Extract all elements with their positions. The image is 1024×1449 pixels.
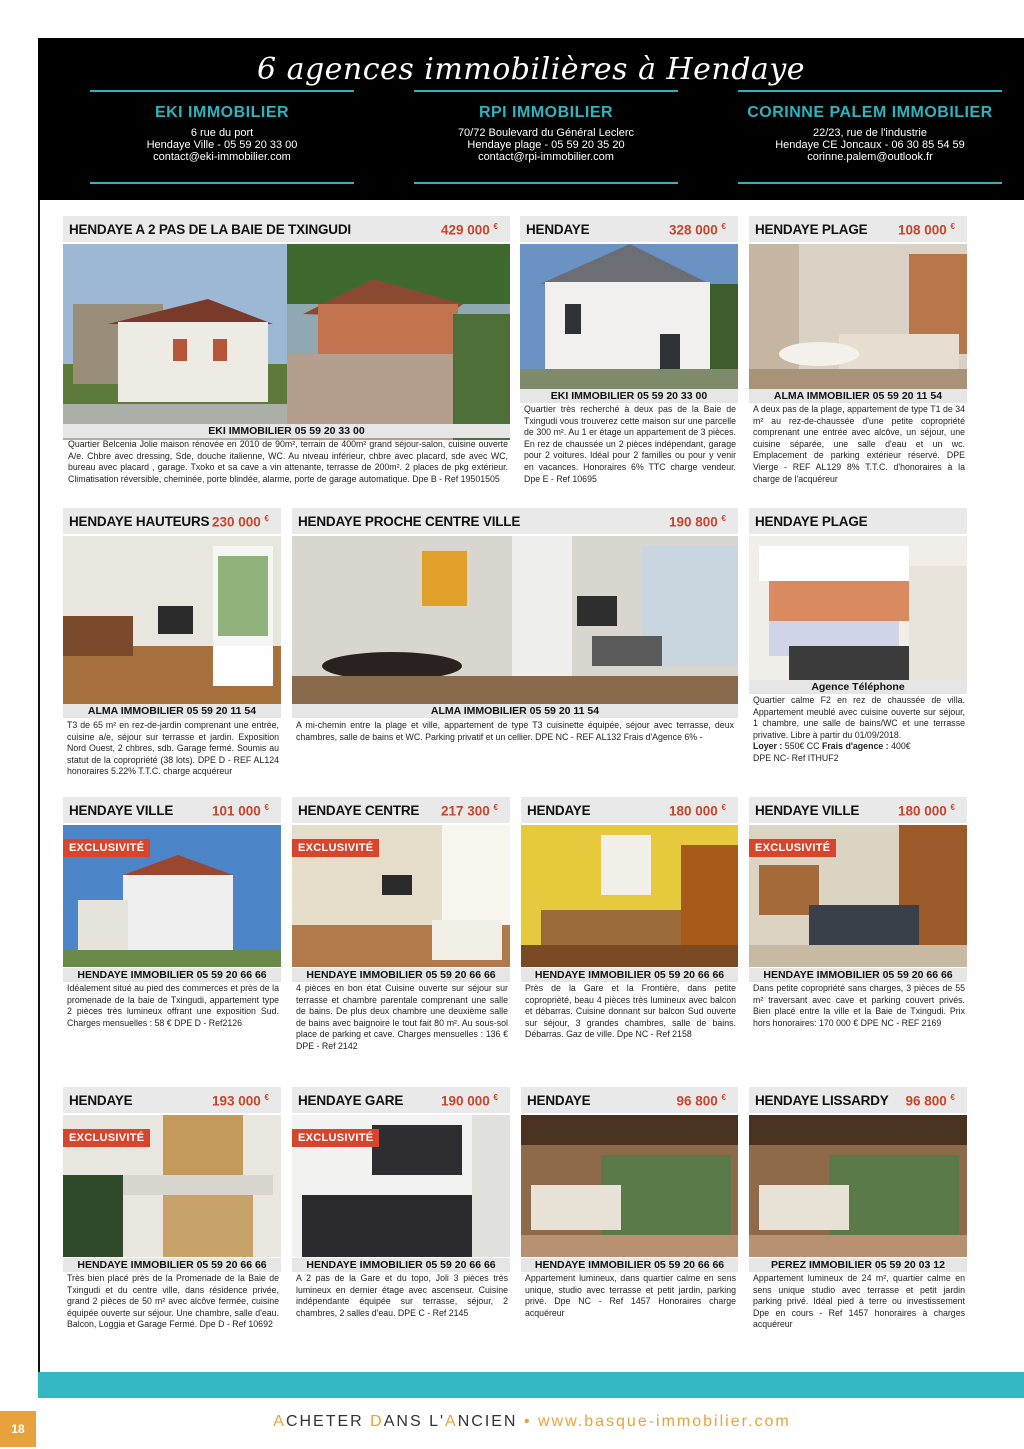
website-link[interactable]: www.basque-immobilier.com bbox=[538, 1413, 791, 1430]
listing-price: 190 800 € bbox=[668, 514, 726, 530]
listing-agency-caption: HENDAYE IMMOBILIER 05 59 20 66 66 bbox=[521, 1258, 738, 1272]
listing-title: HENDAYE CENTRE bbox=[298, 803, 420, 818]
listing-price: 180 000 € bbox=[897, 803, 955, 819]
listing-card[interactable] bbox=[521, 797, 738, 1067]
listing-card[interactable] bbox=[63, 797, 281, 1067]
listing-agency-caption: EKI IMMOBILIER 05 59 20 33 00 bbox=[63, 424, 510, 438]
listing-agency-caption: HENDAYE IMMOBILIER 05 59 20 66 66 bbox=[63, 1258, 281, 1272]
listing-title: HENDAYE bbox=[527, 803, 591, 818]
listing-description: A deux pas de la plage, appartement de type T1 de 34 m² au rez-de-chaussée d'une petite copropriété comprenant une entrée avec alcôve, un séjour, une cuisine séparée, une salle d'eau et un wc. Emplacement de parking extérieur réservé. DPE Vierge - REF AL129 8% T.T.C. d'honoraires à la charge de l'acquéreur bbox=[753, 404, 965, 484]
listing-price: 96 800 € bbox=[676, 1093, 726, 1109]
listing-title: HENDAYE bbox=[527, 1093, 591, 1108]
listing-photo bbox=[749, 244, 967, 389]
listing-card[interactable] bbox=[749, 216, 967, 496]
listing-title: HENDAYE PLAGE bbox=[755, 222, 868, 237]
listing-description: Quartier très recherché à deux pas de la Baie de Txingudi vous trouverez cette maison sur une parcelle de 300 m². Au 1 er étage un appartement de 3 pièces. En rez de chaussée un 2 pièces indépendant, garage pour 2 voitures. Idéal pour 2 familles ou pour y venir en vacances. Honoraires 6% TTC charge vendeur. Dpe E - Ref 10695 bbox=[524, 404, 736, 484]
agency-address: 22/23, rue de l'industrie bbox=[812, 127, 927, 139]
page-number: 18 bbox=[0, 1411, 36, 1447]
agency-eki bbox=[90, 90, 354, 186]
listing-description: A 2 pas de la Gare et du topo, Joli 3 pièces très lumineux en dernier étage avec ascenseur. Cuisine indépendante équipée sur terrasse, séjour, 2 chambres, 2 salles d'eau. DPE C - Ref 2145 bbox=[296, 1273, 508, 1318]
listing-price: 193 000 € bbox=[211, 1093, 269, 1109]
listing-description: Près de la Gare et la Frontière, dans petite copropriété, beau 4 pièces très lumineux avec balcon et débarras. Cuisine donnant sur balcon Sud ouverte sur séjour, 3 grandes chambres, salle de bains. Débarras. Gaz de ville. Dpe NC - Ref 2158 bbox=[525, 983, 736, 1040]
listing-photo bbox=[749, 1115, 967, 1257]
agency-email[interactable]: contact@eki-immobilier.com bbox=[153, 151, 291, 163]
listing-description: Idéalement situé au pied des commerces et près de la promenade de la baie de Txingudi, appartement type 2 pièces très lumineux offrant une exposition Sud. Charges mensuelles : 58 € DPE D - Ref2126 bbox=[67, 983, 279, 1028]
listing-photo bbox=[292, 825, 510, 967]
header-title: 6 agences immobilières à Hendaye bbox=[256, 52, 806, 87]
agency-phone: Hendaye plage - 05 59 20 35 20 bbox=[467, 139, 625, 151]
listing-agency-caption: HENDAYE IMMOBILIER 05 59 20 66 66 bbox=[63, 968, 281, 982]
agency-phone: Hendaye Ville - 05 59 20 33 00 bbox=[146, 139, 298, 151]
listing-card[interactable] bbox=[63, 508, 281, 788]
listing-agency-caption: EKI IMMOBILIER 05 59 20 33 00 bbox=[520, 389, 738, 403]
listing-card[interactable] bbox=[520, 216, 738, 496]
listing-photo bbox=[292, 1115, 510, 1257]
agency-phone: Hendaye CE Joncaux - 06 30 85 54 59 bbox=[775, 139, 965, 151]
listing-card[interactable] bbox=[292, 508, 738, 788]
listing-photo bbox=[521, 825, 738, 967]
listing-agency-caption: ALMA IMMOBILIER 05 59 20 11 54 bbox=[749, 389, 967, 403]
listing-agency-caption: HENDAYE IMMOBILIER 05 59 20 66 66 bbox=[292, 1258, 510, 1272]
listing-price: 217 300 € bbox=[440, 803, 498, 819]
listing-description: Dans petite copropriété sans charges, 3 pièces de 55 m² traversant avec cave et parking couvert privés. Bien placé entre la ville et la Baie de Txingudi. Prix hors honoraires: 170 000 € DPE NC - REF 2169 bbox=[753, 983, 965, 1028]
listing-photo bbox=[63, 825, 281, 967]
listing-card[interactable] bbox=[292, 797, 510, 1067]
listing-card[interactable] bbox=[63, 1087, 281, 1362]
agencies-header bbox=[38, 38, 1024, 200]
listing-card[interactable] bbox=[749, 797, 967, 1067]
listing-photo bbox=[749, 536, 967, 681]
listing-card[interactable] bbox=[749, 1087, 967, 1362]
listing-description: Appartement lumineux, dans quartier calme en sens unique, studio avec terrasse et petit jardin, parking privé. Dpe NC - Ref 1457 Honoraires charge acquéreur bbox=[525, 1273, 736, 1318]
listing-photo bbox=[520, 244, 738, 389]
exclusivity-badge: EXCLUSIVITÉ bbox=[749, 839, 836, 857]
listing-photo bbox=[63, 1115, 281, 1257]
listing-card[interactable] bbox=[292, 1087, 510, 1362]
listing-card[interactable] bbox=[749, 508, 967, 788]
listing-agency-caption: HENDAYE IMMOBILIER 05 59 20 66 66 bbox=[521, 968, 738, 982]
listing-photo bbox=[292, 536, 738, 704]
agency-email[interactable]: contact@rpi-immobilier.com bbox=[478, 151, 614, 163]
listing-price: 230 000 € bbox=[211, 514, 269, 530]
listing-card[interactable] bbox=[521, 1087, 738, 1362]
exclusivity-badge: EXCLUSIVITÉ bbox=[63, 839, 150, 857]
listing-description: 4 pièces en bon état Cuisine ouverte sur séjour sur terrasse et chambre parentale comprenant une salle de bains. De plus deux chambre une deuxième salle de bains avec baignoire le tout fait 80 m². Au sous-sol place de parking et cave. Charges mensuelles : 136 € DPE - Ref 2142 bbox=[296, 983, 508, 1051]
agency-email[interactable]: corinne.palem@outlook.fr bbox=[807, 151, 933, 163]
listing-price: 180 000 € bbox=[668, 803, 726, 819]
footer-tagline: ACHETER DANS L'ANCIEN • www.basque-immobilier.com bbox=[273, 1413, 791, 1430]
agency-rpi bbox=[414, 90, 678, 186]
exclusivity-badge: EXCLUSIVITÉ bbox=[292, 839, 379, 857]
listing-agency-caption: HENDAYE IMMOBILIER 05 59 20 66 66 bbox=[292, 968, 510, 982]
listing-title: HENDAYE PROCHE CENTRE VILLE bbox=[298, 514, 521, 529]
agency-name: EKI IMMOBILIER bbox=[154, 104, 290, 121]
listing-title: HENDAYE A 2 PAS DE LA BAIE DE TXINGUDI bbox=[69, 222, 351, 237]
listing-photo bbox=[63, 244, 510, 440]
agency-corinne-palem bbox=[738, 90, 1002, 186]
listing-photo bbox=[749, 825, 967, 967]
listing-description: A mi-chemin entre la plage et ville, appartement de type T3 cuisinette équipée, séjour avec terrasse, deux chambres, salle de bains et WC. Parking privatif et un cellier. DPE NC - REF AL132 Frais d'Agence 6% - bbox=[296, 720, 734, 742]
listing-price: 108 000 € bbox=[897, 222, 955, 238]
listing-title: HENDAYE LISSARDY bbox=[755, 1093, 889, 1108]
listing-description: T3 de 65 m² en rez-de-jardin comprenant une entrée, cuisine a/e, séjour sur terrasse et jardin. Exposition Nord Ouest, 2 chbres, sdb. Garage fermé. Soumis au statut de la copropriété (38 lots). DPE D - REF AL124 honoraires 5.22% T.T.C. charge acquéreur bbox=[67, 720, 279, 777]
agency-address: 70/72 Boulevard du Général Leclerc bbox=[457, 127, 635, 139]
exclusivity-badge: EXCLUSIVITÉ bbox=[292, 1129, 379, 1147]
agency-address: 6 rue du port bbox=[190, 127, 254, 139]
listing-description: Quartier Belcenia Jolie maison rénovée en 2010 de 90m², terrain de 400m² grand séjour-salon, cuisine ouverte A/e. Chbre avec dressing, Sde, douche italienne, WC. Au niveau inférieur, chbre avec placard, sde avec WC, bureau avec placard , garage. Txoko et sa cave a vin attenante, terrasse de 200m². 2 places de pkg extérieur. Climatisation réversible, cheminée, porte blindée, alarme, porte de garage automatique. Dpe B - Ref 19501505 bbox=[68, 439, 508, 484]
listing-price: 101 000 € bbox=[211, 803, 269, 819]
listing-photo bbox=[63, 536, 281, 704]
listing-photo bbox=[521, 1115, 738, 1257]
listing-price: 429 000 € bbox=[440, 222, 498, 238]
listing-card[interactable] bbox=[63, 216, 510, 496]
footer-accent-bar bbox=[38, 1372, 1024, 1398]
listing-description: Très bien placé près de la Promenade de la Baie de Txingudi et du centre ville, dans résidence privée, grand 2 pièces de 50 m² avec alcôve fermée, cuisine équipée ouverte sur séjour. Une chambre, salle d'eau. Balcon, Loggia et Garage Fermé. Dpe D - Ref 10692 bbox=[67, 1273, 279, 1330]
listing-title: HENDAYE VILLE bbox=[755, 803, 860, 818]
listing-title: HENDAYE VILLE bbox=[69, 803, 174, 818]
agency-name: CORINNE PALEM IMMOBILIER bbox=[747, 104, 993, 121]
listing-title: HENDAYE HAUTEURS bbox=[69, 514, 210, 529]
listing-title: HENDAYE bbox=[526, 222, 590, 237]
listing-title: HENDAYE PLAGE bbox=[755, 514, 868, 529]
agency-name: RPI IMMOBILIER bbox=[478, 104, 614, 121]
listing-description: Appartement lumineux de 24 m², quartier calme en sens unique studio avec terrasse et petit jardin parking privé. Idéal pied à terre ou investissement Dpe en cours - Ref 1457 honoraires à charges acquéreur bbox=[753, 1273, 965, 1330]
listing-agency-caption: PEREZ IMMOBILIER 05 59 20 03 12 bbox=[749, 1258, 967, 1272]
exclusivity-badge: EXCLUSIVITÉ bbox=[63, 1129, 150, 1147]
listing-price: 190 000 € bbox=[440, 1093, 498, 1109]
listing-description: Quartier calme F2 en rez de chaussée de villa. Appartement meublé avec cuisine ouverte sur séjour, 1 chambre, une salle de bains/WC et une terrasse privative. Libre à partir du 01/09/2018. Loyer : 550€ CC Frais d'agence : 400€ DPE NC- Ref ITHUF2 bbox=[753, 695, 965, 763]
listing-agency-caption: ALMA IMMOBILIER 05 59 20 11 54 bbox=[292, 704, 738, 718]
listing-agency-caption: ALMA IMMOBILIER 05 59 20 11 54 bbox=[63, 704, 281, 718]
listing-price: 96 800 € bbox=[905, 1093, 955, 1109]
listing-title: HENDAYE GARE bbox=[298, 1093, 404, 1108]
listing-price: 328 000 € bbox=[668, 222, 726, 238]
listing-title: HENDAYE bbox=[69, 1093, 133, 1108]
listing-agency-caption: Agence Téléphone bbox=[749, 680, 967, 694]
listing-agency-caption: HENDAYE IMMOBILIER 05 59 20 66 66 bbox=[749, 968, 967, 982]
